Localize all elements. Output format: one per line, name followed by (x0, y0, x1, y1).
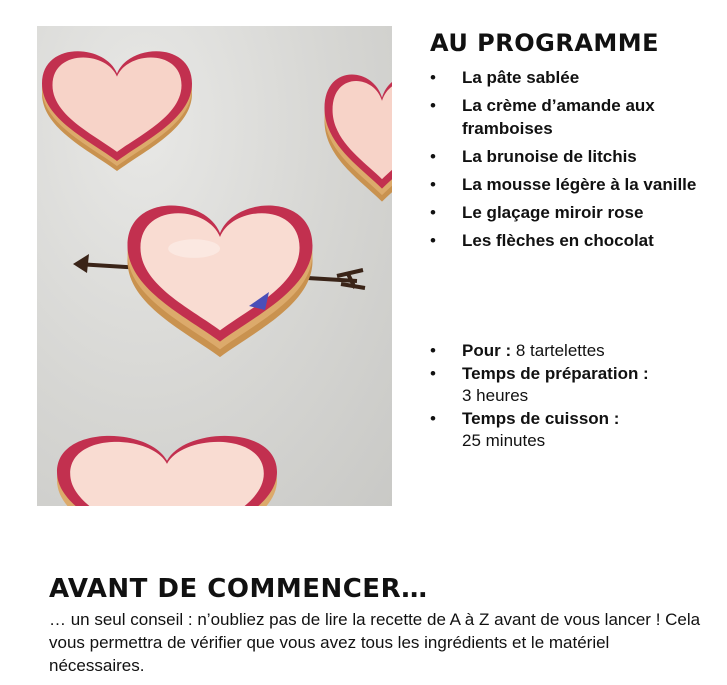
heart-tartlets-photo (37, 26, 392, 506)
bullet-icon: • (430, 175, 436, 194)
bullet-icon: • (430, 68, 436, 87)
programme-item-label: Le glaçage miroir rose (462, 203, 644, 222)
programme-title: AU PROGRAMME (430, 29, 660, 57)
list-item (430, 94, 720, 140)
list-item (430, 201, 720, 224)
cook-time-label: Temps de cuisson : (462, 408, 620, 428)
tartlet-top-left (42, 51, 192, 171)
prep-time-value: 3 heures (462, 386, 529, 405)
tartlet-top-right (325, 74, 393, 201)
recipe-info-list (430, 340, 720, 453)
bullet-icon: • (430, 147, 436, 166)
list-item (430, 229, 720, 252)
programme-item-label: La brunoise de litchis (462, 147, 637, 166)
recipe-photo (37, 26, 392, 506)
bullet-icon: • (430, 203, 436, 222)
bullet-icon: • (430, 408, 436, 428)
programme-item-label: La mousse légère à la vanille (462, 175, 697, 194)
list-item (430, 173, 720, 196)
cook-time-item (430, 408, 720, 453)
programme-list (430, 66, 720, 257)
tartlet-bottom (57, 436, 277, 506)
servings-item (430, 340, 720, 363)
prep-time-label: Temps de préparation : (462, 363, 649, 383)
tartlet-center (73, 205, 365, 357)
bullet-icon: • (430, 96, 436, 115)
list-item (430, 66, 720, 89)
servings-value: 8 tartelettes (515, 341, 605, 360)
avant-text: … un seul conseil : n’oubliez pas de lire la recette de A à Z avant de vous lancer ! Cela vous permettra de vérifier que vous avez tous les ingrédients et le matériel nécessaires. (49, 610, 701, 675)
list-item (430, 145, 720, 168)
prep-time-item (430, 363, 720, 408)
programme-item-label: La pâte sablée (462, 68, 580, 87)
chocolate-arrow-head (73, 254, 89, 273)
cook-time-value: 25 minutes (462, 431, 546, 450)
programme-item-label: La crème d’amande aux framboises (462, 96, 655, 138)
bullet-icon: • (430, 341, 436, 360)
bullet-icon: • (430, 231, 436, 250)
avant-title: AVANT DE COMMENCER… (49, 574, 428, 604)
servings-label: Pour : (462, 341, 512, 360)
bullet-icon: • (430, 363, 436, 383)
programme-item-label: Les flèches en chocolat (462, 231, 654, 250)
